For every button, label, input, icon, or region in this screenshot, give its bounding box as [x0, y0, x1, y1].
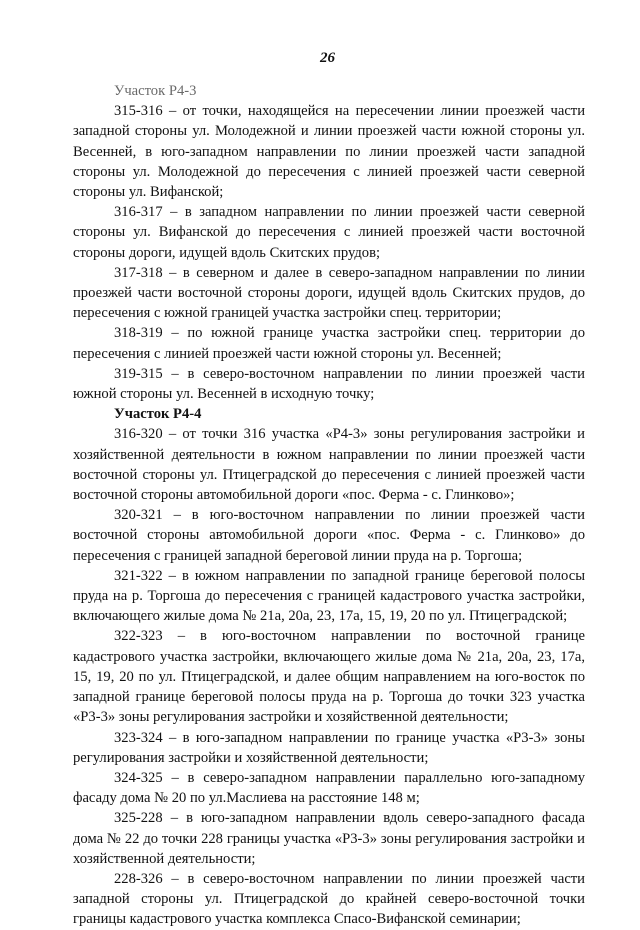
- paragraph: 319-315 – в северо-восточном направлении по линии проезжей части южной стороны ул. Весенней в исходную точку;: [73, 365, 585, 403]
- section-heading: Участок Р4-4: [114, 406, 202, 423]
- paragraph: 316-320 – от точки 316 участка «Р4-3» зоны регулирования застройки и хозяйственной деятельности в южном направлении по линии проезжей части восточной стороны ул. Птицеградской до пересечения с линией проезжей части восточной стороны автомобильной дороги «пос. Ферма - с. Глинково»;: [73, 426, 585, 504]
- paragraph: 316-317 – в западном направлении по линии проезжей части северной стороны ул. Вифанской до пересечения с линией проезжей части восточной стороны дороги, идущей вдоль Скитских прудов;: [73, 204, 585, 261]
- paragraph: 315-316 – от точки, находящейся на пересечении линии проезжей части западной стороны ул. Молодежной и линии проезжей части южной стороны ул. Весенней, в юго-западном направлении по линии проезжей части западной стороны ул. Молодежной до пересечения с линией проезжей части северной стороны ул. Вифанской;: [73, 103, 585, 201]
- section-heading: Участок Р4-3: [114, 83, 197, 99]
- paragraph: 325-228 – в юго-западном направлении вдоль северо-западного фасада дома № 22 до точки 228 границы участка «Р3-3» зоны регулирования застройки и хозяйственной деятельности;: [73, 810, 585, 867]
- page-number: 26: [320, 50, 335, 66]
- paragraph: 323-324 – в юго-западном направлении по границе участка «Р3-3» зоны регулирования застройки и хозяйственной деятельности;: [73, 729, 585, 766]
- paragraph: 317-318 – в северном и далее в северо-западном направлении по линии проезжей части восточной стороны дороги, идущей вдоль Скитских прудов, до пересечения с южной границей участка застройки спец. территории;: [73, 264, 585, 322]
- document-body: [73, 81, 585, 930]
- paragraph: 322-323 – в юго-восточном направлении по восточной границе кадастрового участка застройки, включающего жилые дома № 21а, 20а, 23, 17а, 15, 19, 20 по ул. Птицеградской, и далее общим направлением на юго-восток по западной границе береговой полосы пруда на р. Торгоша до точки 323 участка «Р3-3» зоны регулирования застройки и хозяйственной деятельности;: [73, 628, 585, 726]
- paragraph: 321-322 – в южном направлении по западной границе береговой полосы пруда на р. Торгоша до пересечения с границей кадастрового участка застройки, включающего жилые дома № 21а, 20а, 23, 17а, 15, 19, 20 по ул. Птицеградской;: [73, 567, 585, 625]
- paragraph: 324-325 – в северо-западном направлении параллельно юго-западному фасаду дома № 20 по ул.Маслиева на расстояние 148 м;: [73, 769, 585, 807]
- paragraph: 228-326 – в северо-восточном направлении по линии проезжей части западной стороны ул. Птицеградской до крайней северо-восточной точки границы кадастрового участка комплекса Спасо-Вифанской семинарии;: [73, 870, 585, 928]
- paragraph: 318-319 – по южной границе участка застройки спец. территории до пересечения с линией проезжей части южной стороны ул. Весенней;: [73, 325, 585, 362]
- paragraph: 320-321 – в юго-восточном направлении по линии проезжей части восточной стороны автомобильной дороги «пос. Ферма - с. Глинково» до пересечения с границей западной береговой линии пруда на р. Торгоша;: [73, 507, 585, 564]
